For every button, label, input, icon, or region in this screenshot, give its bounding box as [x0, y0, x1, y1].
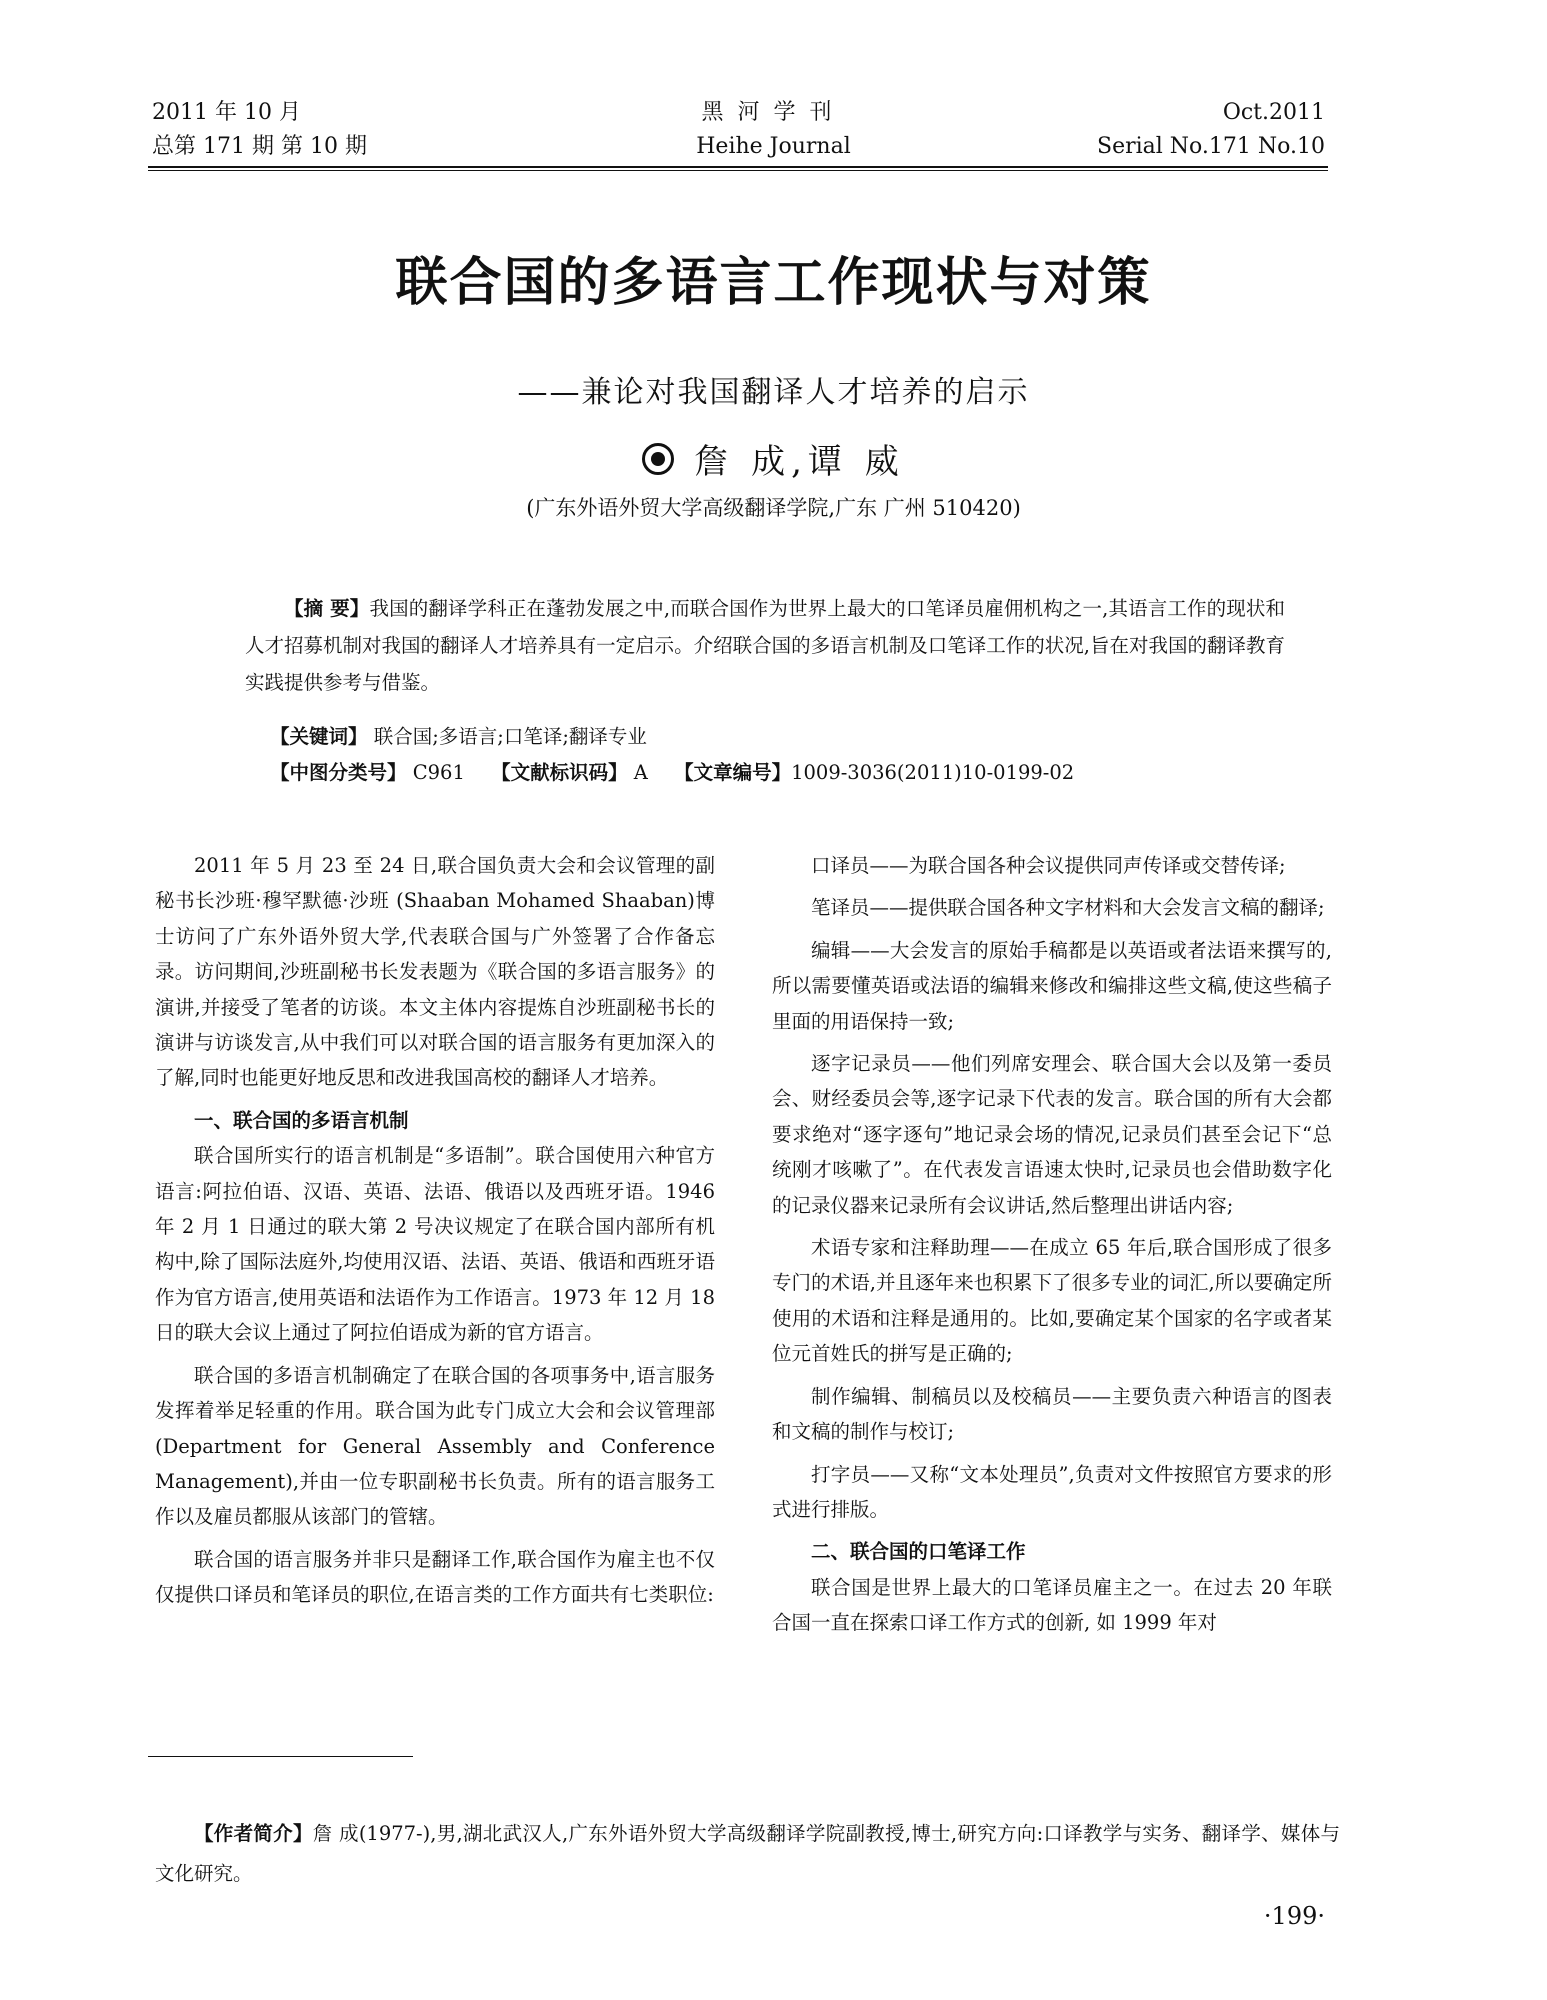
- keywords-label: 【关键词】: [270, 725, 368, 748]
- doc-code-label: 【文献标识码】: [491, 761, 628, 784]
- authors: 詹 成,谭 威: [694, 442, 905, 482]
- left-column: [155, 848, 715, 1620]
- abstract-label: 【摘 要】: [284, 597, 370, 620]
- footnote-label: 【作者简介】: [194, 1822, 313, 1845]
- article-title: 联合国的多语言工作现状与对策: [395, 252, 1152, 313]
- paragraph: 打字员——又称“文本处理员”,负责对文件按照官方要求的形式进行排版。: [772, 1462, 1332, 1521]
- keywords: [270, 718, 647, 755]
- footnote-rule: [148, 1756, 413, 1757]
- author-line: [0, 434, 1547, 483]
- classification-line: [270, 754, 1074, 791]
- footnote-text: 詹 成(1977-),男,湖北武汉人,广东外语外贸大学高级翻译学院副教授,博士,研究方向:口译教学与实务、翻译学、媒体与文化研究。: [155, 1822, 1340, 1885]
- journal-name-en: Heihe Journal: [696, 134, 851, 159]
- paragraph: 口译员——为联合国各种会议提供同声传译或交替传译;: [811, 854, 1286, 877]
- author-footnote: [155, 1814, 1340, 1894]
- affiliation: (广东外语外贸大学高级翻译学院,广东 广州 510420): [526, 496, 1021, 520]
- clc-label: 【中图分类号】: [270, 761, 407, 784]
- abstract: [245, 590, 1285, 701]
- abstract-text: 我国的翻译学科正在蓬勃发展之中,而联合国作为世界上最大的口笔译员雇佣机构之一,其语言工作的现状和人才招募机制对我国的翻译人才培养具有一定启示。介绍联合国的多语言机制及口笔译工作的状况,旨在对我国的翻译教育实践提供参考与借鉴。: [245, 597, 1285, 694]
- page-number: ·199·: [1263, 1902, 1325, 1930]
- header-right: [1097, 96, 1325, 164]
- paragraph: 制作编辑、制稿员以及校稿员——主要负责六种语言的图表和文稿的制作与校订;: [772, 1384, 1332, 1444]
- header-rule: [148, 166, 1328, 168]
- paragraph: 2011 年 5 月 23 至 24 日,联合国负责大会和会议管理的副秘书长沙班·穆罕默德·沙班 (Shaaban Mohamed Shaaban)博士访问了广东外语外贸大学,代表联合国与广外签署了合作备忘录。访问期间,沙班副秘书长发表题为《联合国的多语言服务》的演讲,并接受了笔者的访谈。本文主体内容提炼自沙班副秘书长的演讲与访谈发言,从中我们可以对联合国的语言服务有更加深入的了解,同时也能更好地反思和改进我国高校的翻译人才培养。: [155, 854, 715, 1090]
- section-heading: 一、联合国的多语言机制: [194, 1108, 409, 1132]
- article-id-label: 【文章编号】: [674, 761, 792, 784]
- section-heading: 二、联合国的口笔译工作: [811, 1540, 1026, 1564]
- article-subtitle: ——兼论对我国翻译人才培养的启示: [517, 375, 1030, 410]
- paragraph: 联合国是世界上最大的口笔译员雇主之一。在过去 20 年联合国一直在探索口译工作方式的创新, 如 1999 年对: [772, 1575, 1332, 1635]
- journal-name-cn: 黑河学刊: [701, 100, 846, 125]
- keywords-text: 联合国;多语言;口笔译;翻译专业: [373, 725, 647, 748]
- paragraph: 编辑——大会发言的原始手稿都是以英语或者法语来撰写的,所以需要懂英语或法语的编辑来修改和编排这些文稿,使这些稿子里面的用语保持一致;: [772, 938, 1332, 1033]
- article-id-value: 1009-3036(2011)10-0199-02: [791, 761, 1075, 784]
- bullseye-icon: [642, 443, 674, 475]
- paragraph: 联合国所实行的语言机制是“多语制”。联合国使用六种官方语言:阿拉伯语、汉语、英语、法语、俄语以及西班牙语。1946 年 2 月 1 日通过的联大第 2 号决议规定了在联合国内部所有机构中,除了国际法庭外,均使用汉语、法语、英语、俄语和西班牙语作为官方语言,使用英语和法语作为工作语言。1973 年 12 月 18 日的联大会议上通过了阿拉伯语成为新的官方语言。: [155, 1144, 715, 1345]
- paragraph: 逐字记录员——他们列席安理会、联合国大会以及第一委员会、财经委员会等,逐字记录下代表的发言。联合国的所有大会都要求绝对“逐字逐句”地记录会场的情况,记录员们甚至会记下“总统刚才咳嗽了”。在代表发言语速太快时,记录员也会借助数字化的记录仪器来记录所有会议讲话,然后整理出讲话内容;: [772, 1052, 1332, 1217]
- paragraph: 联合国的语言服务并非只是翻译工作,联合国作为雇主也不仅仅提供口译员和笔译员的职位,在语言类的工作方面共有七类职位:: [155, 1547, 715, 1607]
- paragraph: 联合国的多语言机制确定了在联合国的各项事务中,语言服务发挥着举足轻重的作用。联合国为此专门成立大会和会议管理部 (Department for General Assembly and Conference Management),并由一位专职副秘书长负责。所有的语言服务工作以及雇员都服从该部门的管辖。: [155, 1363, 715, 1529]
- clc-value: C961: [412, 761, 465, 784]
- header-date-cn: 2011 年 10 月: [152, 100, 301, 125]
- right-column: [772, 848, 1332, 1648]
- paragraph: 术语专家和注释助理——在成立 65 年后,联合国形成了很多专门的术语,并且逐年来也积累下了很多专业的词汇,所以要确定所使用的术语和注释是通用的。比如,要确定某个国家的名字或者某位元首姓氏的拼写是正确的;: [772, 1236, 1332, 1366]
- paragraph: 笔译员——提供联合国各种文字材料和大会发言文稿的翻译;: [811, 896, 1325, 920]
- header-issue-en: Serial No.171 No.10: [1097, 134, 1325, 159]
- header-date-en: Oct.2011: [1222, 100, 1325, 125]
- doc-code-value: A: [633, 761, 648, 784]
- header-rule-thin: [148, 170, 1328, 171]
- header-issue-cn: 总第 171 期 第 10 期: [152, 134, 367, 159]
